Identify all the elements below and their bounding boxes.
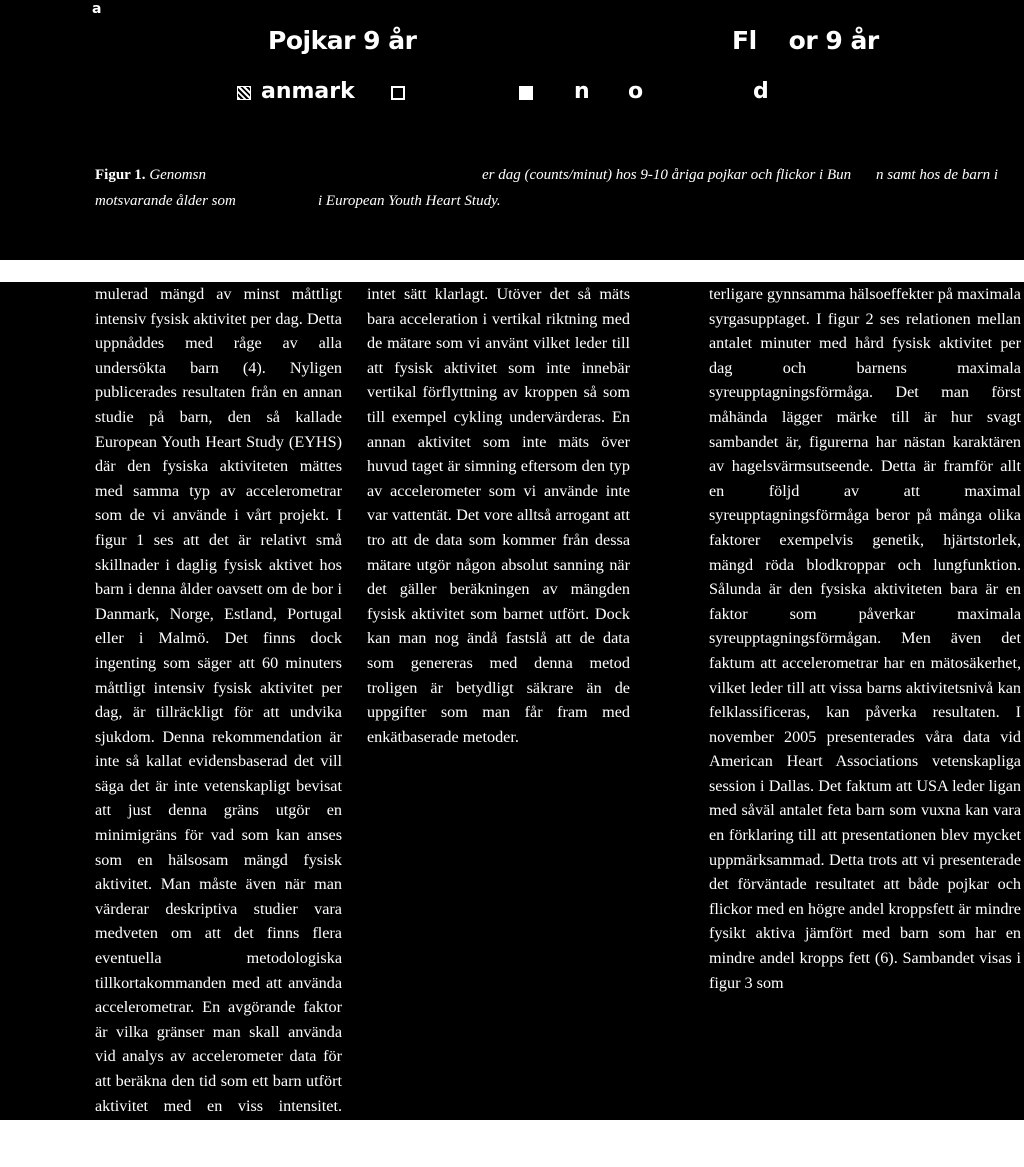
figure-1-chart-band bbox=[0, 0, 1024, 132]
figure-title-boys: Pojkar 9 år bbox=[268, 26, 417, 55]
caption-line-1-b: er dag (counts/minut) hos 9-10 åriga pojkar och flickor i Bun bbox=[482, 167, 852, 183]
figure-legend bbox=[237, 79, 797, 107]
caption-line-1-a: Genomsn bbox=[149, 167, 206, 183]
legend-solid-square-icon bbox=[519, 86, 533, 100]
legend-label-denmark: anmark bbox=[261, 79, 355, 104]
caption-line-1 bbox=[95, 167, 206, 184]
text-column-1 bbox=[95, 282, 342, 1167]
legend-label-d: d bbox=[753, 79, 769, 104]
legend-label-o: o bbox=[628, 79, 644, 104]
paragraph-column-2: intet sätt klarlagt. Utöver det så mäts bara acceleration i vertikal riktning med de mätare som vi använt vilket leder till att fysisk aktivitet som inte innebär vertikal förflyttning av kroppen så som till exempel cykling undervärderas. En annan aktivitet som inte mäts över huvud taget är simning eftersom den typ av accelerometer som vi använde inte var vattentät. Det vore alltså arrogant att tro att de data som kommer från dessa mätare utgör någon absolut sanning när det gäller beräkningen av mängden fysisk aktivitet som barnet utfört. Dock kan man nog ändå fastslå att de data som genereras med denna metod troligen är betydligt säkrare än de uppgifter som man får fram med enkätbaserade metoder. bbox=[367, 285, 630, 746]
text-column-2 bbox=[367, 282, 630, 749]
paragraph-column-3: terligare gynnsamma hälsoeffekter på maximala syrgasupptaget. I figur 2 ses relationen mellan antalet minuter med hård fysisk aktivitet per dag och barnens maximala syreupptagningsförmåga. Det man först måhända lägger märke till är hur svagt sambandet är, figurerna har nästan karaktären av hagelsvärmsutseende. Detta är framför allt en följd av att maximal syreupptagningsförmåga beror på många olika faktorer exempelvis genetik, hjärtstorlek, mängd röda blodkroppar och lungfunktion. Sålunda är den fysiska aktiviteten bara är en faktor som påverkar maximala syreupptagningsförmågan. Men även det faktum att accelerometrar har en mätosäkerhet, vilket leder till att vissa barns aktivitetsnivå kan felklassificeras, kan påverka resultaten. I november 2005 presenterades våra data vid American Heart Associations vetenskapliga session i Dallas. Det faktum att USA leder ligan med såväl antalet feta barn som vuxna kan vara en förklaring till att presentationen blev mycket uppmärksammad. Detta trots att vi presenterade det förväntade resultatet att både pojkar och flickor med en högre andel kroppsfett är mindre fysikt aktiva jämfört med barn som har en mindre andel kropps fett (6). Sambandet visas i figur 3 som bbox=[709, 285, 1021, 992]
caption-line-2-a: motsvarande ålder som bbox=[95, 193, 236, 209]
figure-caption bbox=[0, 132, 1024, 260]
body-text bbox=[0, 282, 1024, 1164]
legend-hatched-square-icon bbox=[237, 86, 251, 100]
figure-corner-mark: a bbox=[92, 1, 102, 17]
figure-title-girls-part2: or 9 år bbox=[788, 26, 879, 55]
paragraph-column-1: mulerad mängd av minst måttligt intensiv fysisk aktivitet per dag. Detta uppnåddes med råge av alla undersökta barn (4). Nyligen publicerades resultaten från en annan studie på barn, den så kallade European Youth Heart Study (EYHS) där den fysiska aktiviteten mättes med samma typ av accelerometrar som de vi använde i vårt projekt. I figur 1 ses att det är relativt små skillnader i daglig fysisk aktivet hos barn i denna ålder oavsett om de bor i Danmark, Norge, Estland, Portugal eller i Malmö. Det finns dock ingenting som säger att 60 minuters måttligt intensiv fysisk aktivitet per dag, är tillräckligt för att undvika sjukdom. Denna rekommendation är inte så kallat evidensbaserad det vill säga det är inte vetenskapligt bevisat att just denna gräns utgör en minimigräns för vad som kan anses som en hälsosam mängd fysisk aktivitet. Man måste även när man värderar deskriptiva studier vara medveten om att det finns flera eventuella metodologiska tillkortakommanden med att använda accelerometrar. En avgörande faktor är vilka gränser man skall använda vid analys av accelerometer data för att beräkna den tid som ett barn utfört aktivitet med en viss intensitet. Vilken gräns skall exempelvis sättas för måttlig aktivitet? Detta är på bbox=[95, 285, 342, 1164]
caption-label: Figur 1. bbox=[95, 167, 146, 183]
figure-title-girls-part1: Fl bbox=[732, 26, 757, 55]
legend-open-square-icon bbox=[391, 86, 405, 100]
caption-line-2-b: i European Youth Heart Study. bbox=[318, 193, 501, 209]
legend-label-n: n bbox=[574, 79, 590, 104]
caption-line-1-c: n samt hos de barn i bbox=[876, 167, 999, 183]
figure-title-girls bbox=[732, 26, 879, 55]
text-column-3 bbox=[709, 282, 1021, 995]
